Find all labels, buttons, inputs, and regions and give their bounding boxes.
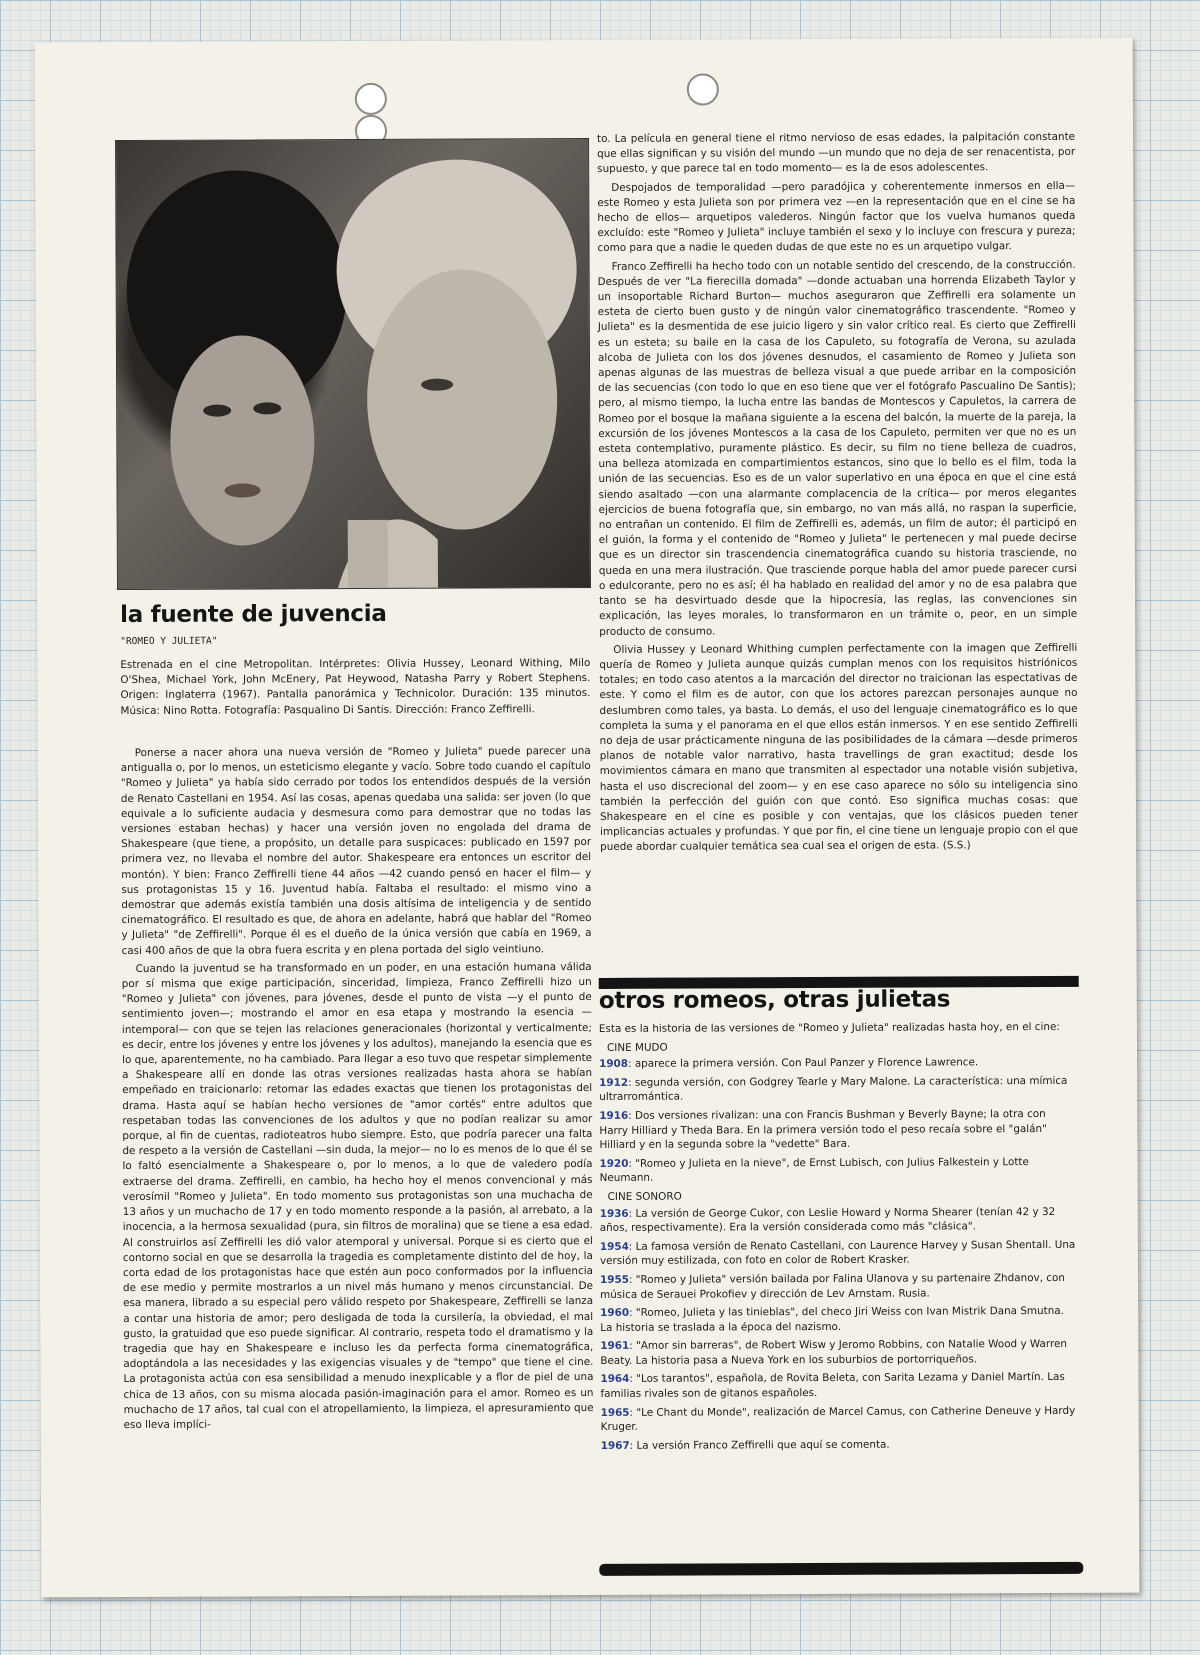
year: 1965	[600, 1406, 630, 1419]
item-text: : segunda versión, con Godgrey Tearle y Mary Malone. La característica: una mímica ultrarromántica.	[599, 1074, 1068, 1104]
article-paragraph: Ponerse a nacer ahora una nueva versión de "Romeo y Julieta" puede parecer una antigualla o, por lo menos, un esteticismo elegante y vacío. Sobre todo cuando el capítulo "Romeo y Julieta" ya había sido cerrado por todos los entendidos después de la versión de Renato Castellani en 1954. Así las cosas, apenas quedaba una salida: ser joven (lo que equivale a lo suficiente audacia y desmesura como para demostrar que no todas las versiones estaban hechas) y hacer una versión joven no engolada del drama de Shakespeare (que tiene, a propósito, un detalle para suspicaces: publicado en 1597 por primera vez, no llevaba el nombre del autor. Shakespeare era entonces un escritor del montón). Y bien: Franco Zeffirelli tiene 44 años —42 cuando pensó en hacer el film— y sus protagonistas 15 y 16. Juventud había. Faltaba el resultado: el mismo vino a demostrar que además existía también una dosis altísima de inteligencia y de sentido cinematográfico. El resultado es que, de ahora en adelante, habrá que hablar del "Romeo y Julieta" "de Zeffirelli". Porque él es el dueño de la única versión que cabía en 1969, a casi 400 años de que la obra fuera escrita y en plena portada del siglo veintiuno.	[120, 744, 592, 957]
year: 1920	[599, 1157, 629, 1170]
list-item	[599, 1155, 1077, 1186]
versions-list	[599, 1020, 1079, 1458]
punch-hole	[687, 73, 719, 105]
credits-block	[120, 656, 590, 722]
sidebar-intro: Esta es la historia de las versiones de "Romeo y Julieta" realizadas hasta hoy, en el cine:	[598, 1020, 1060, 1035]
article-subtitle: "ROMEO Y JULIETA"	[120, 635, 218, 648]
left-column	[121, 744, 594, 1436]
photo-figures	[116, 139, 590, 589]
item-text: : "Romeo y Julieta en la nieve", de Ernst Lubisch, con Julius Falkestein y Lotte Neumann.	[599, 1155, 1029, 1185]
item-text: : "Los tarantos", española, de Rovita Beleta, con Sarita Lezama y Daniel Martín. Las familias rivales son de gitanos españoles.	[600, 1371, 1065, 1401]
right-column	[597, 130, 1078, 859]
article-paragraph: Despojados de temporalidad —pero paradójica y coherentemente inmersos en ella— este Romeo y esta Julieta son por primera vez —en la representación que en el cine se ha hecho de ellos— arquetipos valederos. Ningún factor que los vuelva humanos queda excluído: este "Romeo y Julieta" incluye también el sexo y lo incluye con frescura y pureza; como para que a nadie le queden dudas de que este no es un arquetipo vulgar.	[597, 179, 1076, 255]
section-heading: CINE SONORO	[607, 1190, 682, 1203]
article-paragraph: Olivia Hussey y Leonard Whithing cumplen perfectamente con la imagen que Zeffirelli quería de Romeo y Julieta aunque quizás cumplan menos con los requisitos histriónicos totales; en todo caso atentos a la marcación del director no traicionan las espectativas de este. Y como el film es de autor, con que los actores parezcan personajes aunque no deslumbren como tales, ya basta. Lo demás, el uso del lenguaje cinematográfico es lo que completa la suma y el panorama en el que ellos están inmersos. Y en ese sentido Zeffirelli no deja de usar prácticamente ninguna de las posibilidades de la cámara —desde primeros planos de notable valor narrativo, hasta travellings de gran exactitud; desde los movimientos cámara en mano que transmiten al espectador una notable visión subjetiva, hasta el uso discrecional del zoom— y en ese caso aparece no sólo su inteligencia sino también la perfección del guión con que contó. Eso significa muchas cosas: que Shakespeare en el cine es posible y con ventajas, que los clásicos pueden tener implicancias actuales y profundas. Y que por fin, el cine tiene un lenguaje propio con el que puede abordar cualquier temática sea cual sea el origen de esta. (S.S.)	[599, 641, 1079, 854]
year: 1961	[600, 1340, 630, 1353]
list-item	[599, 1107, 1077, 1153]
sidebar-title: otros romeos, otras julietas	[598, 986, 951, 1014]
list-item	[600, 1271, 1078, 1302]
list-item	[599, 1055, 1077, 1072]
footer-rule	[599, 1562, 1083, 1576]
year: 1955	[599, 1273, 629, 1286]
list-item	[601, 1437, 1079, 1454]
list-item	[599, 1074, 1077, 1105]
year: 1916	[599, 1109, 629, 1122]
film-still-photo	[115, 138, 591, 590]
article-paragraph: to. La película en general tiene el ritmo nervioso de esas edades, la palpitación constante que ellas significan y su visión del mundo —un mundo que no deja de ser renacentista, por supuesto, y que parece tal en todo momento— es la de esos adolescentes.	[597, 130, 1076, 176]
year: 1912	[599, 1076, 629, 1089]
item-text: : La versión Franco Zeffirelli que aquí se comenta.	[629, 1438, 890, 1452]
punch-hole	[355, 83, 387, 115]
list-item	[600, 1238, 1078, 1269]
item-text: : "Amor sin barreras", de Robert Wisw y Jeromo Robbins, con Natalie Wood y Warren Beaty. La historia pasa a Nueva York en los suburbios de portorriqueños.	[600, 1338, 1068, 1367]
list-item	[600, 1370, 1078, 1401]
year: 1964	[600, 1373, 630, 1386]
list-item	[600, 1337, 1078, 1368]
article-paragraph: Franco Zeffirelli ha hecho todo con un notable sentido del crescendo, de la construcción. Después de ver "La fierecilla domada" —donde actuaban una horrenda Elizabeth Taylor y un insoportable Richard Burton— muchos aseguraron que Zeffirelli era solamente un esteta de cierto buen gusto y de ningún valor cinematográfico trascendente. "Romeo y Julieta" es la desmentida de ese juicio ligero y sin valor crítico real. Es cierto que Zeffirelli es un esteta; su baile en la casa de los Capuleto, su fotografía de Verona, su azulada alcoba de Julieta con los dos jóvenes desnudos, el casamiento de Romeo y Julieta son apenas algunas de las muestras de belleza visual a que puede arribar en la composición de las secuencias (con todo lo que en eso tiene que ver el fotógrafo Pascualino De Santis); pero, al mismo tiempo, la lucha entre las bandas de Montescos y Capuletos, la carrera de Romeo por el bosque la mañana siguiente a la escena del balcón, la muerte de la pareja, la excursión de los jóvenes Montescos a la casa de los Capuleto, permiten ver que no es un esteta contemplativo, puramente plástico. Es decir, su film no tiene belleza de cuadros, una belleza atomizada en compartimientos estancos, sino que lo bello es el film, toda la unión de las secuencias. Eso es de un valor superlativo en una época en que el cine está siendo asaltado —con una alarmante complacencia de la crítica— por meros elegantes ejercicios de buena fotografía que, sin embargo, no van más allá, no raspan la superficie, no entrañan un contenido. El film de Zeffirelli es, además, un film de autor; él participó en el guión, la forma y el contenido de "Romeo y Julieta" le pertenecen y mal puede decirse que es un director sin trascendencia cinematográfica cuando su historia trasciende, no queda en una mera ilustración. Que trasciende porque habla del amor puede parecer cursi o edulcorante, pero no es así; él ha hablado en realidad del amor y no de esa palabra que tanto se ha desvirtuado desde que la hipocresía, las reglas, las convenciones sin explicación, las leyes morales, lo transformaron en un trámite o, peor, en un simple producto de consumo.	[597, 258, 1078, 638]
item-text: : La famosa versión de Renato Castellani, con Laurence Harvey y Susan Shentall. Una versión muy estilizada, con foto en color de Robert Krasker.	[599, 1238, 1076, 1268]
year: 1936	[599, 1207, 629, 1220]
item-text: : "Romeo, Julieta y las tinieblas", del checo Jiri Weiss con Ivan Mistrik Dana Smutna. La historia se traslada a la época del nazismo.	[600, 1305, 1064, 1334]
list-item	[600, 1304, 1078, 1335]
item-text: : aparece la primera versión. Con Paul Panzer y Florence Lawrence.	[627, 1056, 979, 1071]
film-credits: Estrenada en el cine Metropolitan. Intérpretes: Olivia Hussey, Leonard Withing, Milo O'Shea, Michael York, John McEnery, Pat Heywood, Natasha Parry y Robert Stephens. Origen: Inglaterra (1967). Pantalla panorámica y Technicolor. Duración: 135 minutos. Música: Nino Rotta. Fotografía: Pasqualino Di Santis. Dirección: Franco Zeffirelli.	[120, 656, 591, 717]
item-text: : "Romeo y Julieta" versión bailada por Falina Ulanova y su partenaire Zhdanov, con música de Serauei Prokofiev y dirección de Lev Arnstam. Rusia.	[600, 1271, 1065, 1301]
article-paragraph: Cuando la juventud se ha transformado en un poder, en una estación humana válida por sí misma que exige participación, sinceridad, limpieza, Franco Zeffirelli hizo un "Romeo y Julieta" con jóvenes, para jóvenes, desde el punto de vista —y el punto de sentimiento joven—; mostrando el amor en esa etapa y mostrando la esencia —intemporal— con que se tejen las relaciones generacionales (horizontal y verticalmente; es decir, entre los jóvenes y entre los jóvenes y los adultos), manejando la esencia que es lo que, aparentemente, no ha cambiado. Para llegar a eso tuvo que respetar simplemente a Shakespeare allí en donde las otras versiones realizadas hasta ahora se habían empeñado en traicionarlo: retomar las edades exactas que tienen los protagonistas del drama. Hasta aquí se habían hecho versiones de "amor cortés" entre adultos que respetaban todas las convenciones de los adultos y que no podían realizar su amor porque, al fin de cuentas, radioteatros hubo siempre. Esto, que podría parecer una falta de respeto a la versión de Castellani —sin duda, la mejor— no lo es menos de lo que él se lo faltó esencialmente a Shakespeare o, por lo menos, a lo que de valedero podía extraerse del drama. Zeffirelli, en cambio, ha hecho hoy el menos convencional y más verosímil "Romeo y Julieta". En todo momento sus protagonistas son una muchacha de 13 años y un muchacho de 17 y en todo momento responde a la pasión, al arrebato, a la inocencia, a la hermosa sexualidad (pura, sin filtros de moralina) que se tiene a esa edad. Al construirlos así Zeffirelli les dió valor atemporal y universal. Porque si es cierto que el contorno social en que se desarrolla la tragedia es completamente distinto del de hoy, la corta edad de los protagonistas hace que estén aun poco conformados por la influencia de ese medio y permite mostrarlos a un nivel más humano y menos circunstancial. De esa manera, librado a su especial pero válido respeto por Shakespeare, Zeffirelli se lanza a contar una historia de amor; pero desligada de toda la cursilería, la obviedad, el mal gusto, la gratuidad que eso puede significar. Al contrario, respeta todo el dramatismo y la tragedia que hay en Shakespeare e incluso les da perfecta forma cinematográfica, adoptándola a las necesidades y las exigencias visuales y de "tempo" que tiene el cine. La protagonista actúa con esa sensibilidad a menudo inexplicable y a flor de piel de una chica de 13 años, con su misma alocada pasión-imaginación para el amor. Romeo es un muchacho de 17 años, tal cual con el atropellamiento, la limpieza, el apresuramiento que eso lleva implíci-	[121, 960, 594, 1431]
article-title: la fuente de juvencia	[120, 600, 387, 629]
item-text: : Dos versiones rivalizan: una con Francis Bushman y Beverly Bayne; la otra con Harry Hilliard y Theda Bara. En la primera versión todo el peso recaía sobre el "galán" Hilliard y en la segunda sobre la "vedette" Bara.	[599, 1107, 1047, 1152]
year: 1954	[599, 1240, 629, 1253]
item-text: : "Le Chant du Monde", realización de Marcel Camus, con Catherine Deneuve y Hardy Kruger.	[600, 1404, 1076, 1434]
newspaper-page	[35, 38, 1140, 1598]
item-text: : La versión de George Cukor, con Leslie Howard y Norma Shearer (tenían 42 y 32 años, respectivamente). Era la versión considerada como más "clásica".	[599, 1205, 1056, 1235]
year: 1908	[599, 1058, 629, 1071]
section-heading: CINE MUDO	[606, 1041, 668, 1054]
list-item	[600, 1204, 1078, 1235]
list-item	[601, 1404, 1079, 1435]
year: 1960	[600, 1306, 630, 1320]
year: 1967	[600, 1439, 630, 1452]
